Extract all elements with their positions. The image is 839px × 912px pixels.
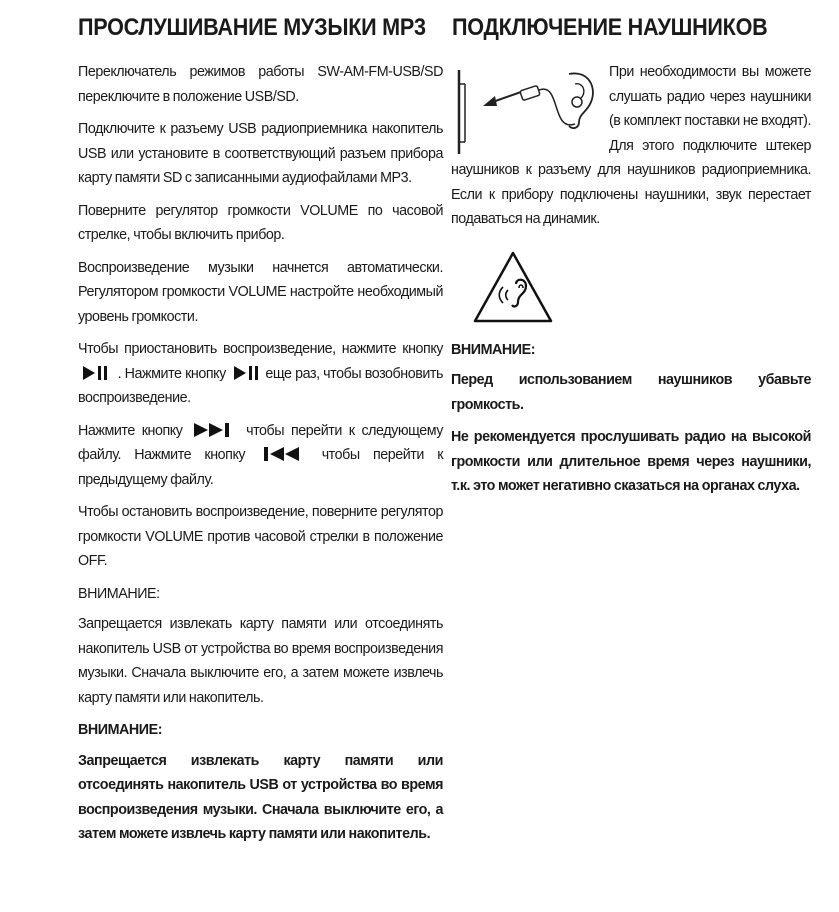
hearing-warning-icon [472,250,554,324]
mp3-paragraph-connect: Подключите к разъему USB радиоприемника накопитель USB или установите в соответствующий разъем прибора карту памяти SD с записанными аудиофайлами MP3. [78,121,443,186]
skip-text-a: Нажмите кнопку [78,422,183,439]
pause-text-c: еще раз, чтобы возобновить воспроизведение. [78,365,443,406]
mp3-paragraph-stop: Чтобы остановить воспроизведение, поверните регулятор громкости VOLUME против часовой стрелки в положение OFF. [78,504,443,569]
headphones-paragraph: При необходимости вы можете слушать радио через наушники (в комплект поставки не входят). Для этого подключите штекер наушников к разъему для наушников радиоприемника. Если к прибору подключены наушники, звук перестает подаваться на динамик. [451,64,811,227]
headphone-connection-icon [451,62,601,158]
mp3-paragraph-pause [78,337,443,411]
headphones-warning-hearing: Не рекомендуется прослушивать радио на высокой громкости или длительное время через наушники, т.к. это может негативно сказаться на органах слуха. [451,429,811,494]
skip-text-c: чтобы перейти к предыдущему файлу. [78,447,443,488]
section-title-headphones: ПОДКЛЮЧЕНИЕ НАУШНИКОВ [452,14,768,41]
play-pause-icon [232,365,262,381]
headphones-warning-title: ВНИМАНИЕ: [451,341,536,358]
section-title-mp3: ПРОСЛУШИВАНИЕ МУЗЫКИ МР3 [78,14,426,41]
mp3-paragraph-autoplay: Воспроизведение музыки начнется автоматически. Регулятором громкости VOLUME настройте необходимый уровень громкости. [78,259,443,325]
mp3-warning-title-bold: ВНИМАНИЕ: [78,722,163,738]
mp3-warning-text-bold: Запрещается извлекать карту памяти или отсоединять накопитель USB от устройства во время воспроизведения музыки. Сначала выключите его, а затем можете извлечь карту памяти или накопитель. [78,752,443,842]
left-column [78,60,443,855]
pause-text-a: Чтобы приостановить воспроизведение, нажмите кнопку [78,341,443,357]
mp3-warning-title: ВНИМАНИЕ: [78,585,160,602]
mp3-paragraph-mode-switch: Переключатель режимов работы SW-AM-FM-USB/SD переключите в положение USB/SD. [78,64,443,105]
previous-track-icon [261,446,305,462]
next-track-icon [192,422,236,438]
play-pause-icon [81,365,111,381]
right-column [451,60,811,507]
mp3-paragraph-skip [78,419,443,493]
mp3-paragraph-power-on: Поверните регулятор громкости VOLUME по часовой стрелке, чтобы включить прибор. [78,202,443,243]
headphones-warning-volume: Перед использованием наушников убавьте громкость. [451,372,811,413]
mp3-warning-text: Запрещается извлекать карту памяти или отсоединять накопитель USB от устройства во время воспроизведения музыки. Сначала выключите его, а затем можете извлечь карту памяти или накопитель. [78,616,443,706]
skip-text-b: чтобы перейти к следующему файлу. Нажмите кнопку [78,422,443,463]
pause-text-b: . Нажмите кнопку [117,365,226,382]
